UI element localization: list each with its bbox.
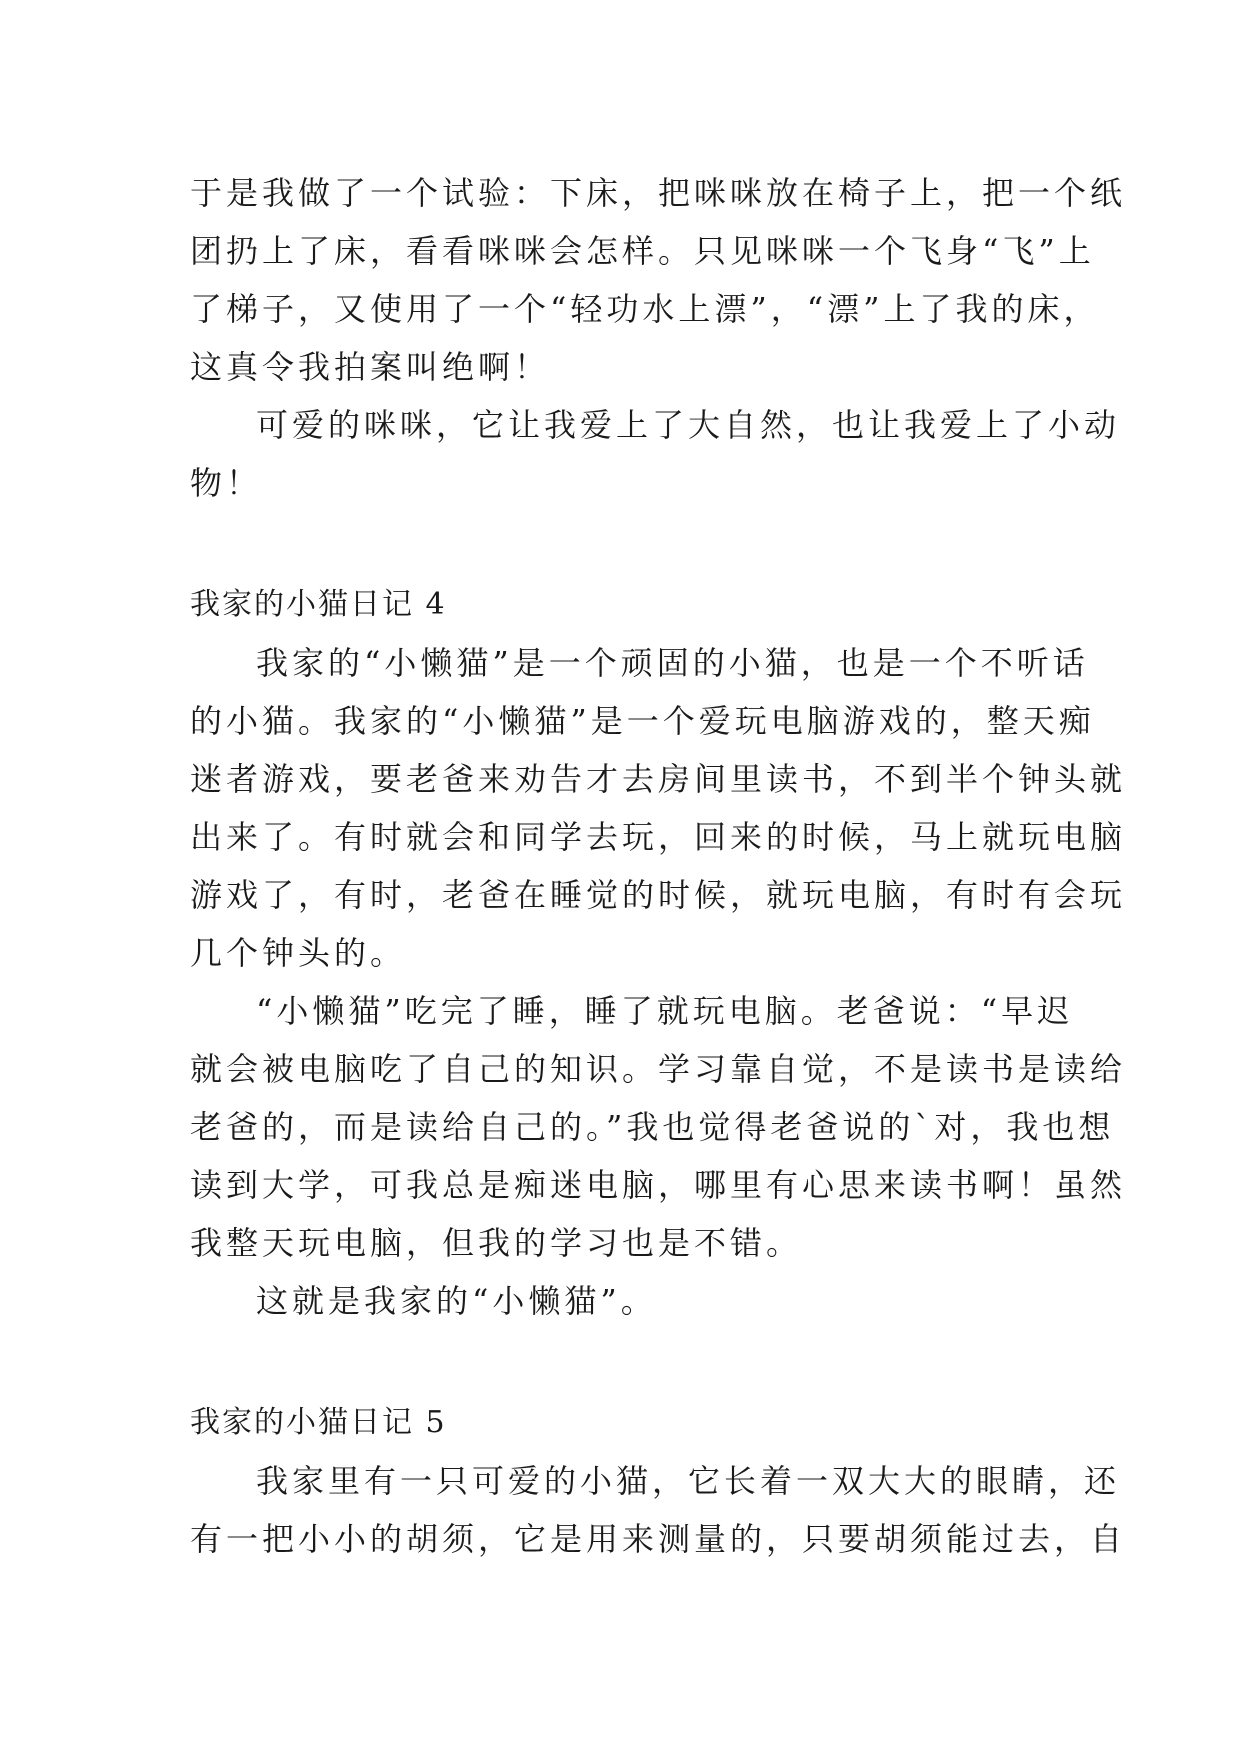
paragraph <box>190 396 1121 512</box>
text-line: 我整天玩电脑，但我的学习也是不错。 <box>190 1224 803 1262</box>
text-line: 就会被电脑吃了自己的知识。学习靠自觉，不是读书是读给 <box>190 1050 1127 1088</box>
text-line: 我家的“小懒猫”是一个顽固的小猫，也是一个不听话 <box>256 644 1089 682</box>
text-line: 这真令我拍案叫绝啊！ <box>190 348 551 386</box>
paragraph <box>190 1272 1070 1330</box>
paragraph <box>190 982 1127 1272</box>
section-heading: 我家的小猫日记 5 <box>190 1405 447 1440</box>
text-line: 有一把小小的胡须，它是用来测量的，只要胡须能过去，自 <box>190 1520 1127 1558</box>
text-line: 我家里有一只可爱的小猫，它长着一双大大的眼睛，还 <box>256 1462 1121 1500</box>
section-heading: 我家的小猫日记 4 <box>190 587 447 622</box>
text-line: 迷者游戏，要老爸来劝告才去房间里读书，不到半个钟头就 <box>190 760 1127 798</box>
document-body <box>190 164 1127 1568</box>
text-line: “小懒猫”吃完了睡，睡了就玩电脑。老爸说：“早迟 <box>256 992 1074 1030</box>
text-line: 物！ <box>190 464 263 502</box>
section-gap <box>190 512 1070 576</box>
text-line: 可爱的咪咪，它让我爱上了大自然，也让我爱上了小动 <box>256 406 1121 444</box>
section-gap <box>190 1330 1070 1394</box>
text-line: 于是我做了一个试验：下床，把咪咪放在椅子上，把一个纸 <box>190 174 1127 212</box>
paragraph <box>190 164 1127 396</box>
text-line: 出来了。有时就会和同学去玩，回来的时候，马上就玩电脑 <box>190 818 1127 856</box>
text-line: 了梯子，又使用了一个“轻功水上漂”，“漂”上了我的床， <box>190 290 1100 328</box>
text-line: 团扔上了床，看看咪咪会怎样。只见咪咪一个飞身“飞”上 <box>190 232 1095 270</box>
text-line: 读到大学，可我总是痴迷电脑，哪里有心思来读书啊！虽然 <box>190 1166 1127 1204</box>
text-line: 游戏了，有时，老爸在睡觉的时候，就玩电脑，有时有会玩 <box>190 876 1127 914</box>
text-line: 的小猫。我家的“小懒猫”是一个爱玩电脑游戏的，整天痴 <box>190 702 1095 740</box>
text-line: 几个钟头的。 <box>190 934 407 972</box>
paragraph <box>190 634 1127 982</box>
text-line: 这就是我家的“小懒猫”。 <box>256 1282 657 1320</box>
paragraph <box>190 1452 1127 1568</box>
text-line: 老爸的，而是读给自己的。”我也觉得老爸说的`对，我也想 <box>190 1108 1115 1146</box>
